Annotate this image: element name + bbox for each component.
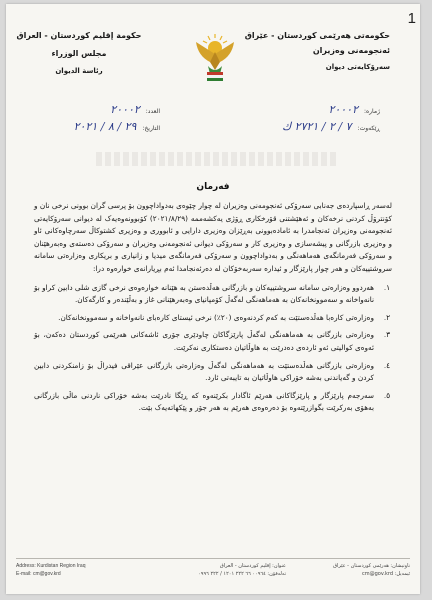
header-left-line1: حكومة إقليم كوردستان - العراق <box>16 31 142 40</box>
ref-date-value: ٧ / ٢ / ٢٧٢١ ك <box>282 120 352 133</box>
footer-left-line1: Address: Kurdistan Region Iraq <box>16 563 86 569</box>
item-number: ٥. <box>384 390 390 400</box>
header-right-line3: سەرۆکایەتی دیوان <box>325 63 390 71</box>
footer-divider <box>16 558 410 559</box>
header-right-line1: حكومەتی هەرێمی کوردستان - عێراق <box>244 31 390 40</box>
ref-date-label: ڕێکەوت: <box>357 125 380 132</box>
page-number: 1 <box>407 10 416 27</box>
item-text: سەرجەم پارێزگار و پارێزگاکانی هەرێم ئاگادار بکرێنەوە کە ڕێگا نادرێت بەشە خۆراکی ناردنی ماڵی بازرگانی بەهۆی بەرکرێت بگوازرێتەوە بۆ دەرەوەی هەرێم بە هەر جۆر و پێکهاتەیەک بێت. <box>34 390 374 413</box>
reference-arabic <box>50 102 160 136</box>
kurdistan-emblem-icon <box>190 26 240 84</box>
list-item <box>34 329 392 354</box>
footer-kurdish <box>333 562 410 578</box>
item-number: ٢. <box>384 312 390 322</box>
ref-number-label-ar: العدد: <box>145 108 160 115</box>
footer-english <box>16 562 85 578</box>
item-text: وەزارەتی کارەبا هەڵدەستێت بە کەم کردنەوەی (٢٠٪) نرخی ئیستای کارەبای نانەواخانە و سەموونخانەکان. <box>58 312 374 322</box>
ref-date-label-ar: التاريخ: <box>142 125 160 132</box>
header-arabic <box>14 31 144 75</box>
item-number: ٤. <box>384 360 390 370</box>
list-item <box>34 282 392 307</box>
document-title: فەرمان <box>196 182 230 192</box>
list-item <box>34 390 392 415</box>
footer-left-line2: E-mail: cm@gov.krd <box>16 571 61 577</box>
item-number: ٣. <box>384 330 390 340</box>
footer-right-line2: ئیمەیل: cm@gov.krd <box>362 571 410 577</box>
document-body <box>34 200 392 420</box>
item-text: وەزارەتی بازرگانی هەڵدەستێت بە هەماهەنگی لەگەڵ وەزارەتی بازرگانی عێراقی فیدراڵ بۆ زامنکردنی دابین کردن و گەیاندنی بەشە خۆراکی هاوڵاتیان بە تایبەتی ئارد. <box>34 360 374 383</box>
list-item <box>34 312 392 325</box>
footer-arabic <box>156 562 286 578</box>
item-text: وەزارەتی بازرگانی بە هەماهەنگی لەگەڵ پارێزگاکان چاودێری جۆری ئاشەکانی هەرێمی کوردستان دەکەن، بۆ ئەوەی کوالیتی ئەو ئاردەی دەدرێت بە هاوڵاتیان دەستکاری نەکرێت. <box>34 330 374 352</box>
footer-right-line1: ناونیشان: هەرێمی کوردستان - عێراق <box>333 563 410 569</box>
item-number: ١. <box>384 282 390 292</box>
footer-mid-line2: تەلەفۆن: ٠٠٩٦٤ ٦٦ ٢٢٢ ١٢٠١ / ٢٢٢ ٠٩٩٦ <box>198 571 286 577</box>
ref-number-value-ar: ٢٠٠٠٢ <box>110 103 140 116</box>
ref-number-value: ٢٠٠٠٢ <box>328 103 358 116</box>
document-intro: لەسەر ڕاسپاردەی جەنابی سەرۆکی ئەنجومەنی وەزیران لە چوار چێوەی بەدواداچوون بۆ پرسی گران بوونی نرخی نان و کۆنترۆڵ کردنی نرخەکان و ئەهێشتنی قۆرخکاری ڕۆژی یەکشەممە (٢٠٢١/٨/٢٩) کۆبوونەوەیەک لە دیوانی سەرۆکایەتی ئەنجومەنی وەزیران ئەنجامدرا بە ئامادەبوونی بەڕێزان وەزیری دارایی و ئابووری و وەزیری کشتوکاڵ سەرچاوەکانی ئاو و وەزیری بازرگانی و پیشەسازی و وەزیری کار و سەرۆکی دیوانی ئەنجومەنی وەزیران و سەرۆکی دەستەی وەبەرهێنان و سەرۆکی فەرمانگەی هەماهەنگی و بەدواداچوون و سەرۆکی فەرمانگەی میدیا و زانیاری و بریکاری وەزارەتی سامانە سروشتییەکان و هەر چوار پارێزگار و ئیدارە سەربەخۆکان لە دەرئەنجامدا ئەم بڕیارانەی خوارەوە درا: <box>34 201 392 273</box>
item-text: هەردوو وەزارەتی سامانە سروشتییەکان و بازرگانی هەڵدەستن بە هێنانە خوارەوەی نرخی گازی شلی دابین کراو بۆ نانەواخانە و سەموونخانەکان بە هەماهەنگی لەگەڵ کۆمپانیای وەبەرهێنانی غاز و بەڵێندەر و کارگەکان. <box>34 282 374 305</box>
header-left-line3: رئاسة الديوان <box>55 67 103 75</box>
header-right-line2: ئەنجومەنی وەزیران <box>312 46 390 55</box>
faint-stamp-mark <box>96 152 336 166</box>
list-item <box>34 360 392 385</box>
header-kurdish <box>240 31 390 71</box>
ref-number-label: ژمارە: <box>363 108 380 115</box>
ref-date-value-ar: ٢٩ / ٨ / ٢٠٢١ <box>73 120 137 133</box>
reference-kurdish <box>276 102 380 136</box>
document-page <box>6 4 420 594</box>
footer-mid-line1: عنوان: إقليم كوردستان - العراق <box>219 563 286 569</box>
header-left-line2: مجلس الوزراء <box>51 49 107 58</box>
decision-list <box>34 282 392 415</box>
